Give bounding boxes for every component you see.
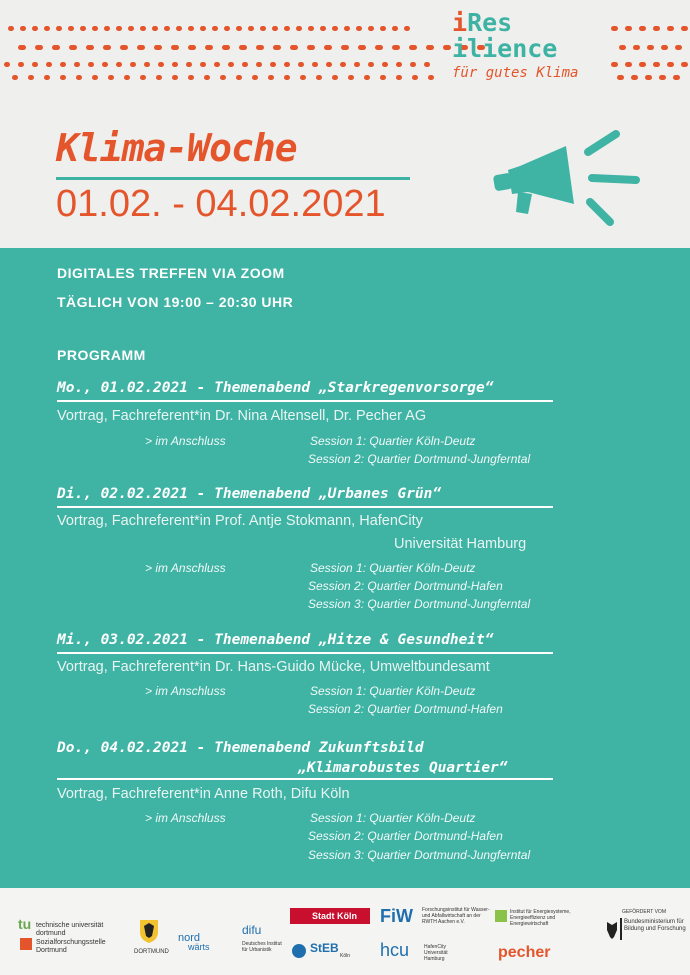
meeting-time: TÄGLICH VON 19:00 – 20:30 UHR: [57, 294, 294, 310]
dot-pattern-row: [617, 75, 680, 85]
event-session: Session 1: Quartier Köln-Deutz: [310, 811, 476, 825]
dot-pattern-row: [12, 75, 434, 85]
event-session: Session 3: Quartier Dortmund-Jungferntal: [308, 597, 531, 611]
event-session: Session 1: Quartier Köln-Deutz: [310, 434, 476, 448]
program-heading: PROGRAMM: [57, 347, 146, 363]
title-underline: [56, 177, 410, 180]
logo-letter-i: i: [452, 8, 468, 37]
event-followup: > im Anschluss: [145, 561, 226, 575]
event-session: Session 1: Quartier Köln-Deutz: [310, 561, 476, 575]
event-followup: > im Anschluss: [145, 684, 226, 698]
event-dates: 01.02. - 04.02.2021: [56, 183, 386, 225]
sfs-logo: Sozialforschungsstelle Dortmund: [36, 939, 106, 954]
stadt-koeln-logo: Stadt Köln: [312, 911, 357, 921]
fiw-sublabel: Forschungsinstitut für Wasser- und Abfallwirtschaft an der RWTH Aachen e.V.: [422, 907, 490, 925]
event-followup: > im Anschluss: [145, 811, 226, 825]
event-session: Session 3: Quartier Dortmund-Jungferntal: [308, 848, 531, 862]
federal-eagle-icon: [604, 920, 620, 940]
event-underline: [57, 506, 553, 508]
nordwaerts-logo-2: wärts: [188, 942, 210, 952]
event-title: Di., 02.02.2021 - Themenabend „Urbanes Grün“: [57, 486, 442, 502]
meeting-type: DIGITALES TREFFEN VIA ZOOM: [57, 265, 285, 281]
tu-dortmund-logo: technische universität dortmund: [36, 922, 104, 937]
logo-line1: Res: [467, 8, 513, 37]
event-session: Session 2: Quartier Dortmund-Hafen: [308, 579, 503, 593]
event-session: Session 2: Quartier Dortmund-Hafen: [308, 702, 503, 716]
bmbf-logo: Bundesministerium für Bildung und Forschung: [624, 919, 686, 932]
bmbf-funded-label: GEFÖRDERT VOM: [622, 909, 666, 915]
sfs-square-icon: [20, 938, 32, 950]
dot-pattern-row: [611, 26, 688, 36]
event-title: Do., 04.02.2021 - Themenabend Zukunftsbild: [57, 740, 424, 756]
page-title: Klima-Woche: [56, 126, 297, 170]
pecher-logo: pecher: [498, 944, 551, 961]
logo-line2: ilience: [452, 34, 558, 63]
institute-logo: Institut für Energiesysteme, Energieeffizienz und Energiewirtschaft: [510, 909, 571, 927]
nordwaerts-logo: nord: [178, 932, 201, 944]
event-talk: Vortrag, Fachreferent*in Prof. Antje Stokmann, HafenCity: [57, 513, 423, 529]
logo-tagline: für gutes Klima: [452, 65, 579, 81]
event-underline: [57, 652, 553, 654]
event-talk: Vortrag, Fachreferent*in Anne Roth, Difu Köln: [57, 786, 350, 802]
fiw-logo: FiW: [380, 906, 413, 926]
event-title-continued: „Klimarobustes Quartier“: [298, 760, 508, 776]
event-session: Session 1: Quartier Köln-Deutz: [310, 684, 476, 698]
hcu-sublabel: HafenCity Universität Hamburg: [424, 944, 448, 962]
dot-pattern-row: [611, 62, 688, 72]
event-title: Mi., 03.02.2021 - Themenabend „Hitze & Gesundheit“: [57, 632, 494, 648]
dot-pattern-row: [4, 62, 430, 72]
event-session: Session 2: Quartier Dortmund-Hafen: [308, 829, 503, 843]
tu-dortmund-mark: tu: [18, 916, 32, 932]
event-underline: [57, 778, 553, 780]
event-title: Mo., 01.02.2021 - Themenabend „Starkregenvorsorge“: [57, 380, 494, 396]
hcu-logo: hcu: [380, 940, 410, 960]
steb-logo: StEB: [310, 941, 339, 955]
event-underline: [57, 400, 553, 402]
steb-sublabel: Köln: [340, 953, 351, 959]
dortmund-label: DORTMUND: [134, 949, 169, 955]
difu-sublabel: Deutsches Institut für Urbanistik: [242, 941, 282, 953]
event-talk: Vortrag, Fachreferent*in Dr. Hans-Guido Mücke, Umweltbundesamt: [57, 659, 490, 675]
difu-logo: difu: [242, 923, 262, 937]
dot-pattern-row: [619, 45, 682, 55]
dot-pattern-row: [8, 26, 410, 36]
dot-pattern-row: [18, 45, 485, 55]
event-talk-continued: Universität Hamburg: [394, 536, 527, 552]
dortmund-eagle-icon: [138, 918, 160, 944]
partner-logos-bar: [0, 888, 690, 975]
megaphone-icon: [488, 118, 648, 233]
steb-circle-icon: [292, 944, 306, 958]
iresilience-logo: [452, 10, 612, 90]
event-followup: > im Anschluss: [145, 434, 226, 448]
institute-square-icon: [495, 910, 507, 922]
event-talk: Vortrag, Fachreferent*in Dr. Nina Altensell, Dr. Pecher AG: [57, 408, 427, 424]
event-session: Session 2: Quartier Dortmund-Jungferntal: [308, 452, 531, 466]
bmbf-divider: [620, 918, 622, 940]
